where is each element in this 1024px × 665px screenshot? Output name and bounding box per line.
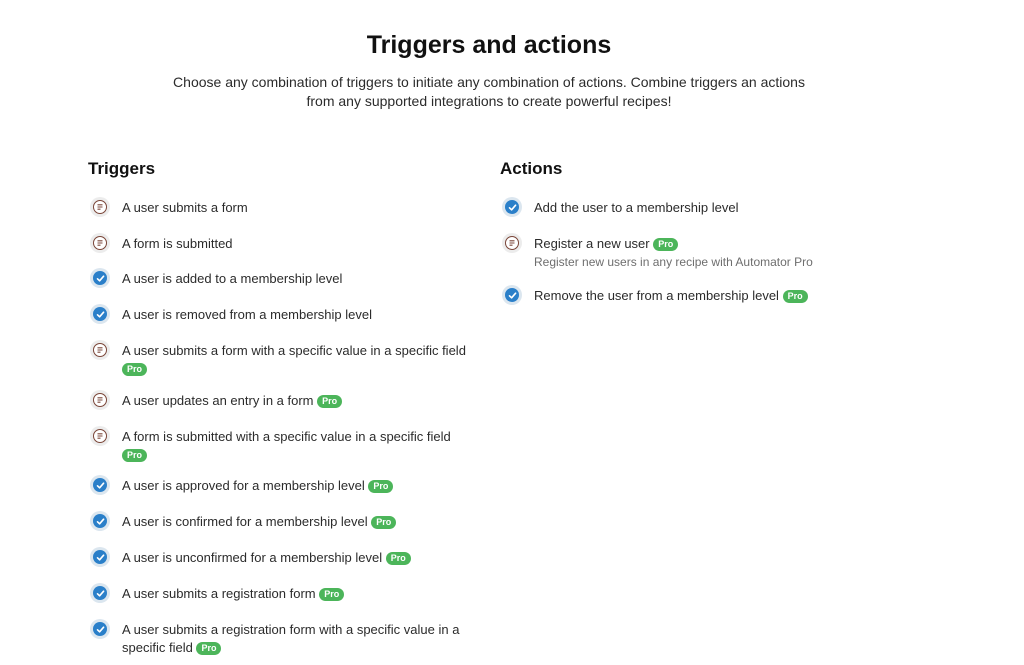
form-icon	[90, 197, 110, 217]
trigger-item-label: A user is added to a membership level	[122, 271, 343, 286]
form-icon	[502, 233, 522, 253]
form-icon	[90, 426, 110, 446]
form-icon	[90, 390, 110, 410]
trigger-item-label: A user submits a registration form with a specific value in a specific field Pro	[122, 622, 460, 655]
pro-badge: Pro	[386, 552, 411, 565]
trigger-item-label: A user submits a form	[122, 200, 248, 215]
check-icon	[90, 583, 110, 603]
trigger-item	[90, 549, 475, 567]
trigger-item-label: A user is removed from a membership level	[122, 307, 372, 322]
trigger-item-label: A user submits a form with a specific value in a specific field Pro	[122, 343, 466, 374]
pro-badge: Pro	[122, 449, 147, 462]
check-icon	[502, 197, 522, 217]
trigger-item-label: A form is submitted with a specific value in a specific field Pro	[122, 429, 451, 460]
action-item	[502, 235, 902, 271]
trigger-item	[90, 342, 475, 378]
check-icon	[90, 619, 110, 639]
check-icon	[90, 268, 110, 288]
page-title: Triggers and actions	[366, 31, 612, 59]
page-subtitle: Choose any combination of triggers to initiate any combination of actions. Combine triggers an actions from any supported integrations to create powerful recipes!	[173, 74, 805, 109]
trigger-item-label: A user is confirmed for a membership level Pro	[122, 513, 396, 531]
actions-heading: Actions	[500, 159, 563, 178]
check-icon	[90, 304, 110, 324]
trigger-item-label: A user updates an entry in a form Pro	[122, 392, 342, 410]
trigger-item-label: A user submits a registration form Pro	[122, 585, 344, 603]
pro-badge: Pro	[319, 588, 344, 601]
triggers-heading: Triggers	[88, 159, 156, 178]
trigger-item	[90, 513, 475, 531]
action-item-label: Remove the user from a membership level Pro	[534, 287, 808, 305]
action-item	[502, 287, 902, 305]
pro-badge: Pro	[317, 395, 342, 408]
trigger-item	[90, 235, 475, 253]
check-icon	[90, 547, 110, 567]
trigger-item-label: A user is unconfirmed for a membership level Pro	[122, 549, 411, 567]
trigger-item	[90, 428, 475, 464]
form-icon	[90, 340, 110, 360]
check-icon	[502, 285, 522, 305]
pro-badge: Pro	[196, 642, 221, 655]
trigger-item	[90, 585, 475, 603]
trigger-item	[90, 270, 475, 288]
trigger-item	[90, 621, 475, 657]
trigger-item	[90, 306, 475, 324]
pro-badge: Pro	[783, 290, 808, 303]
action-item-label: Register a new user Pro Register new users in any recipe with Automator Pro	[534, 236, 813, 269]
check-icon	[90, 511, 110, 531]
action-item-label: Add the user to a membership level	[534, 200, 739, 215]
trigger-item-label: A form is submitted	[122, 236, 233, 251]
pro-badge: Pro	[122, 363, 147, 376]
pro-badge: Pro	[653, 238, 678, 251]
action-item	[502, 199, 902, 217]
trigger-item	[90, 392, 475, 410]
form-icon	[90, 233, 110, 253]
trigger-item	[90, 199, 475, 217]
pro-badge: Pro	[368, 480, 393, 493]
trigger-item	[90, 477, 475, 495]
check-icon	[90, 475, 110, 495]
trigger-item-label: A user is approved for a membership level Pro	[122, 477, 393, 495]
pro-badge: Pro	[371, 516, 396, 529]
action-item-description: Register new users in any recipe with Automator Pro	[534, 255, 813, 269]
